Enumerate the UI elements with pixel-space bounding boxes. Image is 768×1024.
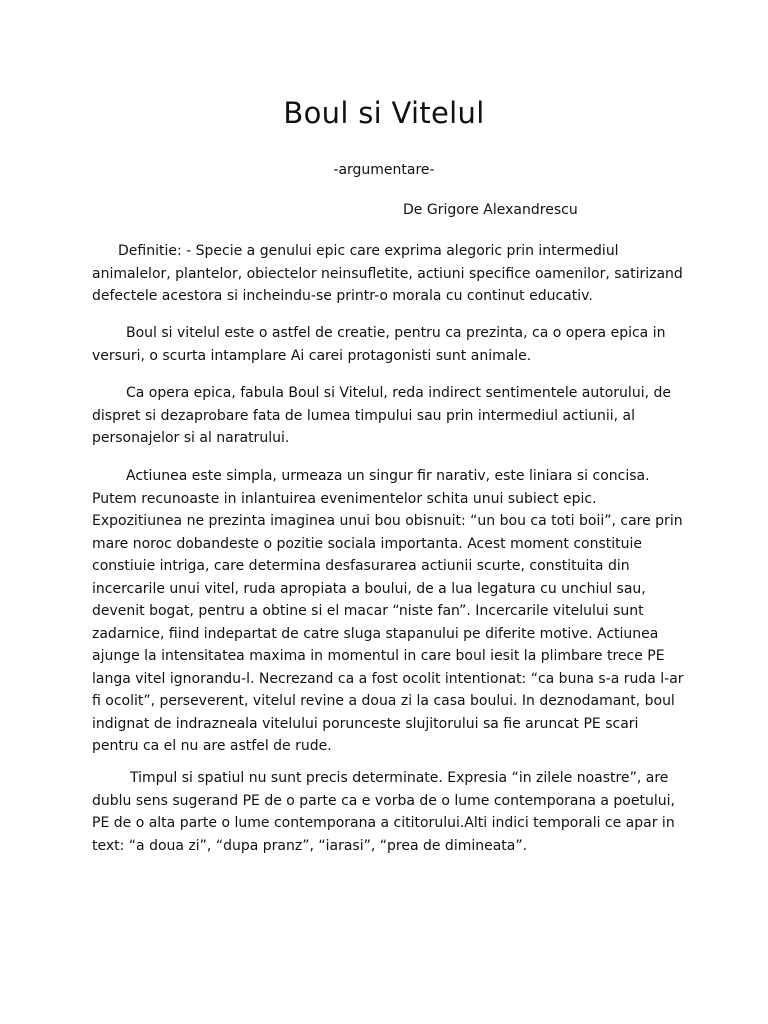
- paragraph-time-space: Timpul si spatiul nu sunt precis determinate. Expresia “in zilele noastre”, are dublu sens sugerand PE de o parte ca e vorba de o lume contemporana a poetului, PE de o alta parte o lume contemporana a cititorului.Alti indici temporali ce apar in text: “a doua zi”, “dupa pranz”, “iarasi”, “prea de dimineata”.: [92, 770, 675, 854]
- paragraph-epic-work: Ca opera epica, fabula Boul si Vitelul, reda indirect sentimentele autorului, de dispret si dezaprobare fata de lumea timpului sau prin intermediul actiunii, al personajelor si al naratrului.: [92, 385, 671, 446]
- paragraph-definition: Definitie: - Specie a genului epic care exprima alegoric prin intermediul animalelor, plantelor, obiectelor neinsufletite, actiuni specifice oamenilor, satirizand defectele acestora si incheindu-se printr-o morala cu continut educativ.: [92, 243, 683, 304]
- paragraph-creation: Boul si vitelul este o astfel de creatie, pentru ca prezinta, ca o opera epica in versuri, o scurta intamplare Ai carei protagonisti sunt animale.: [92, 325, 666, 364]
- document-subtitle: -argumentare-: [333, 162, 435, 178]
- paragraph-action: Actiunea este simpla, urmeaza un singur fir narativ, este liniara si concisa. Putem recunoaste in inlantuirea evenimentelor schita unui subiect epic. Expozitiunea ne prezinta imaginea unui bou obisnuit: “un bou ca toti boii”, care prin mare noroc dobandeste o pozitie sociala importanta. Acest moment constituie constiuie intriga, care determina desfasurarea actiunii scurte, constituita din incercarile unui vitel, ruda apropiata a boului, de a lua legatura cu unchiul sau, devenit bogat, pentru a obtine si el macar “niste fan”. Incercarile vitelului sunt zadarnice, fiind indepartat de catre sluga stapanului pe diferite motive. Actiunea ajunge la intensitatea maxima in momentul in care boul iesit la plimbare trece PE langa vitel ignorandu-l. Necrezand ca a fost ocolit intentionat: “ca buna s-a ruda l-ar fi ocolit”, perseverent, vitelul revine a doua zi la casa boului. In deznodamant, boul indignat de indrazneala vitelului porunceste slujitorului sa fie aruncat PE scari pentru ca el nu are astfel de rude.: [92, 468, 684, 754]
- document-title: Boul si Vitelul: [283, 96, 485, 130]
- document-author: De Grigore Alexandrescu: [403, 202, 578, 218]
